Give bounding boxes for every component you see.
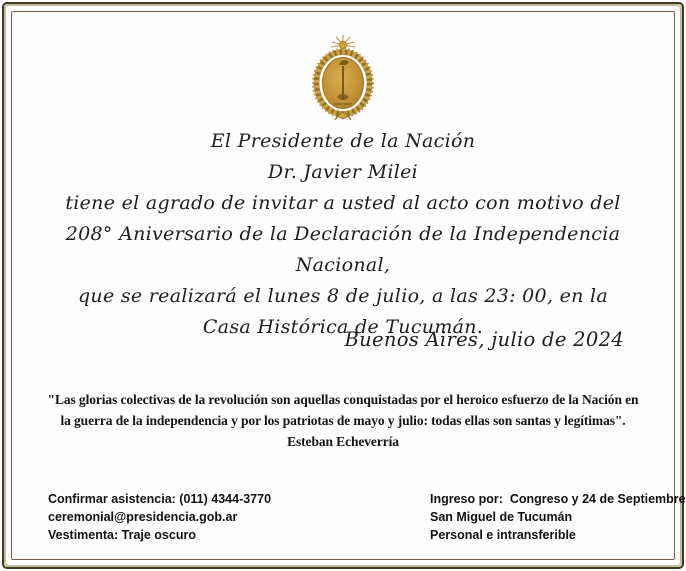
invitation-line-president-name: Dr. Javier Milei bbox=[267, 161, 419, 183]
dress-code: Vestimenta: Traje oscuro bbox=[48, 528, 196, 542]
quote-author: Esteban Echeverría bbox=[287, 434, 399, 449]
entry-city: San Miguel de Tucumán bbox=[430, 510, 573, 524]
invitation-text bbox=[18, 126, 668, 343]
national-emblem-icon bbox=[302, 34, 384, 120]
invitation-line-venue: Casa Histórica de Tucumán. bbox=[202, 316, 484, 338]
invitation-line-host: El Presidente de la Nación bbox=[210, 130, 476, 152]
footer-entry-info bbox=[430, 490, 686, 544]
quote-block bbox=[42, 389, 644, 452]
rsvp-email: ceremonial@presidencia.gob.ar bbox=[48, 510, 238, 524]
footer-contact-info bbox=[48, 490, 271, 544]
entry-location: Ingreso por: Congreso y 24 de Septiembre bbox=[430, 492, 686, 506]
entry-note: Personal e intransferible bbox=[430, 528, 576, 542]
quote-text: "Las glorias colectivas de la revolución son aquellas conquistadas por el heroico esfuerzo de la Nación en la guerra de la independencia y por los patriotas de mayo y julio: todas ellas son santas y legítimas". bbox=[47, 392, 639, 428]
invitation-line-invites: tiene el agrado de invitar a usted al acto con motivo del bbox=[65, 192, 621, 214]
rsvp-phone: Confirmar asistencia: (011) 4344-3770 bbox=[48, 492, 272, 506]
dateline: Buenos Aires, julio de 2024 bbox=[344, 328, 624, 351]
invitation-line-anniversary: 208° Aniversario de la Declaración de la Independencia Nacional, bbox=[65, 223, 621, 276]
invitation-line-datetime: que se realizará el lunes 8 de julio, a las 23: 00, en la bbox=[77, 285, 609, 307]
